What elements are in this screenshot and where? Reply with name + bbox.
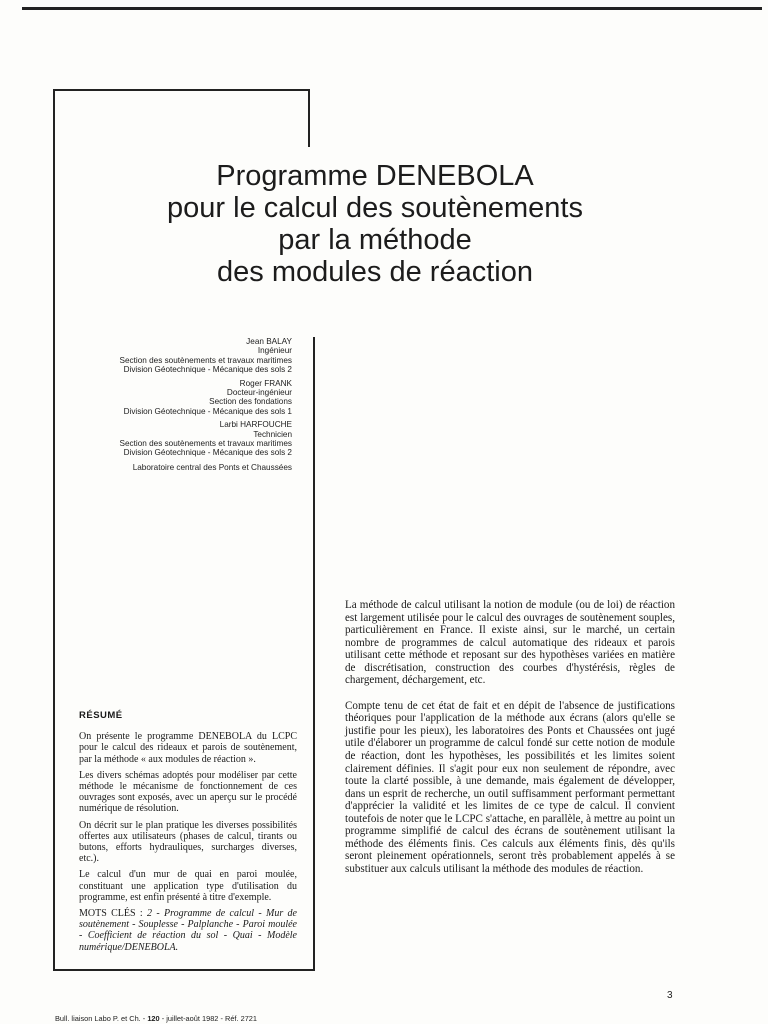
abstract-paragraph: On présente le programme DENEBOLA du LCPC pour le calcul des rideaux et parois de soutènement, par la méthode « aux modules de réaction ». xyxy=(79,731,297,765)
frame-left-border xyxy=(53,89,55,971)
frame-top-border xyxy=(53,89,310,91)
author-name: Jean BALAY xyxy=(246,337,292,346)
title-line: Programme DENEBOLA xyxy=(216,160,534,192)
footer-issue: 120 xyxy=(147,1014,160,1023)
abstract-paragraph: On décrit sur le plan pratique les diverses possibilités offertes aux utilisateurs (phases de calcul, tirants ou butons, efforts hydrauliques, surcharges diverses, etc.). xyxy=(79,819,297,865)
footer-prefix: Bull. liaison Labo P. et Ch. - xyxy=(55,1014,146,1023)
author-role: Ingénieur xyxy=(257,346,292,356)
title-line: des modules de réaction xyxy=(217,256,533,288)
author-affiliation: Division Géotechnique - Mécanique des sols 2 xyxy=(123,448,292,458)
article-title xyxy=(80,160,670,288)
abstract-heading: RÉSUMÉ xyxy=(79,710,123,721)
laboratory-name: Laboratoire central des Ponts et Chaussées xyxy=(132,462,292,472)
top-rule xyxy=(22,7,762,10)
introduction-text xyxy=(345,599,675,888)
author-name: Larbi HARFOUCHE xyxy=(219,420,292,430)
keywords xyxy=(79,908,297,953)
abstract-paragraph: Le calcul d'un mur de quai en paroi moulée, constituant une application type d'utilisation du programme, est enfin présenté à titre d'exemple. xyxy=(79,869,297,903)
author-affiliation: Section des fondations xyxy=(209,397,292,407)
keywords-label: MOTS CLÉS : xyxy=(79,908,143,920)
abstract-paragraph: Les divers schémas adoptés pour modéliser par cette méthode le mécanisme de fonctionnement de ces ouvrages sont exposés, avec un aperçu sur le procédé numérique de résolution. xyxy=(79,769,297,815)
title-line: pour le calcul des soutènements xyxy=(167,192,583,224)
author-role: Docteur-ingénieur xyxy=(226,388,292,398)
page-number: 3 xyxy=(667,990,673,1001)
author-affiliation: Section des soutènements et travaux maritimes xyxy=(119,439,292,449)
body-paragraph: Compte tenu de cet état de fait et en dépit de l'absence de justifications théoriques pour l'application de la méthode aux écrans (alors qu'elle se justifie pour les pieux), les laboratoires des Ponts et Chaussées ont jugé utile d'élaborer un programme de calcul fondé sur cette notion de module de réaction, dont les hypothèses, les possibilités et les limites soient clairement définies. Il s'agit pour eux non seulement de répondre, avec toute la clarté possible, à une demande, mais également de développer, dans un esprit de recherche, un outil suffisamment performant permettant d'apprécier la validité et les limites de ce type de calcul. Il convient toutefois de noter que le LCPC s'attache, en parallèle, à mettre au point un programme simplifié de calcul des écrans de soutènement utilisant la méthode des éléments finis. Ces calculs aux éléments finis, dès qu'ils seront pleinement opérationnels, seront très probablement appelés à se substituer aux calculs utilisant la méthode des modules de réaction. xyxy=(345,699,675,875)
footer-citation xyxy=(55,1014,257,1023)
frame-top-tick xyxy=(308,89,310,147)
author-block xyxy=(70,337,292,472)
footer-suffix: - juillet-août 1982 - Réf. 2721 xyxy=(161,1014,258,1023)
abstract-box xyxy=(79,710,297,958)
author-affiliation: Division Géotechnique - Mécanique des sols 2 xyxy=(123,365,292,375)
body-paragraph: La méthode de calcul utilisant la notion de module (ou de loi) de réaction est largement utilisée pour le calcul des ouvrages de soutènement souples, particulièrement en France. Il existe ainsi, sur le marché, un certain nombre de programmes de calcul automatique des rideaux et parois utilisant cette méthode et reposant sur des hypothèses variées en matière de discrétisation, construction des courbes d'hystérésis, règles de chargement, déchargement, etc. xyxy=(345,599,675,687)
title-line: par la méthode xyxy=(278,224,472,256)
author-affiliation: Section des soutènements et travaux maritimes xyxy=(119,355,292,365)
frame-right-border xyxy=(313,337,315,971)
frame-bottom-border xyxy=(53,969,315,971)
author-role: Technicien xyxy=(253,429,292,439)
author-affiliation: Division Géotechnique - Mécanique des sols 1 xyxy=(123,406,292,416)
keywords-text: 2 - Programme de calcul - Mur de soutènement - Souplesse - Palplanche - Paroi moulée - Coefficient de réaction du sol - Quai - Modèle numérique/DENEBOLA. xyxy=(79,908,297,953)
author-name: Roger FRANK xyxy=(239,378,292,388)
